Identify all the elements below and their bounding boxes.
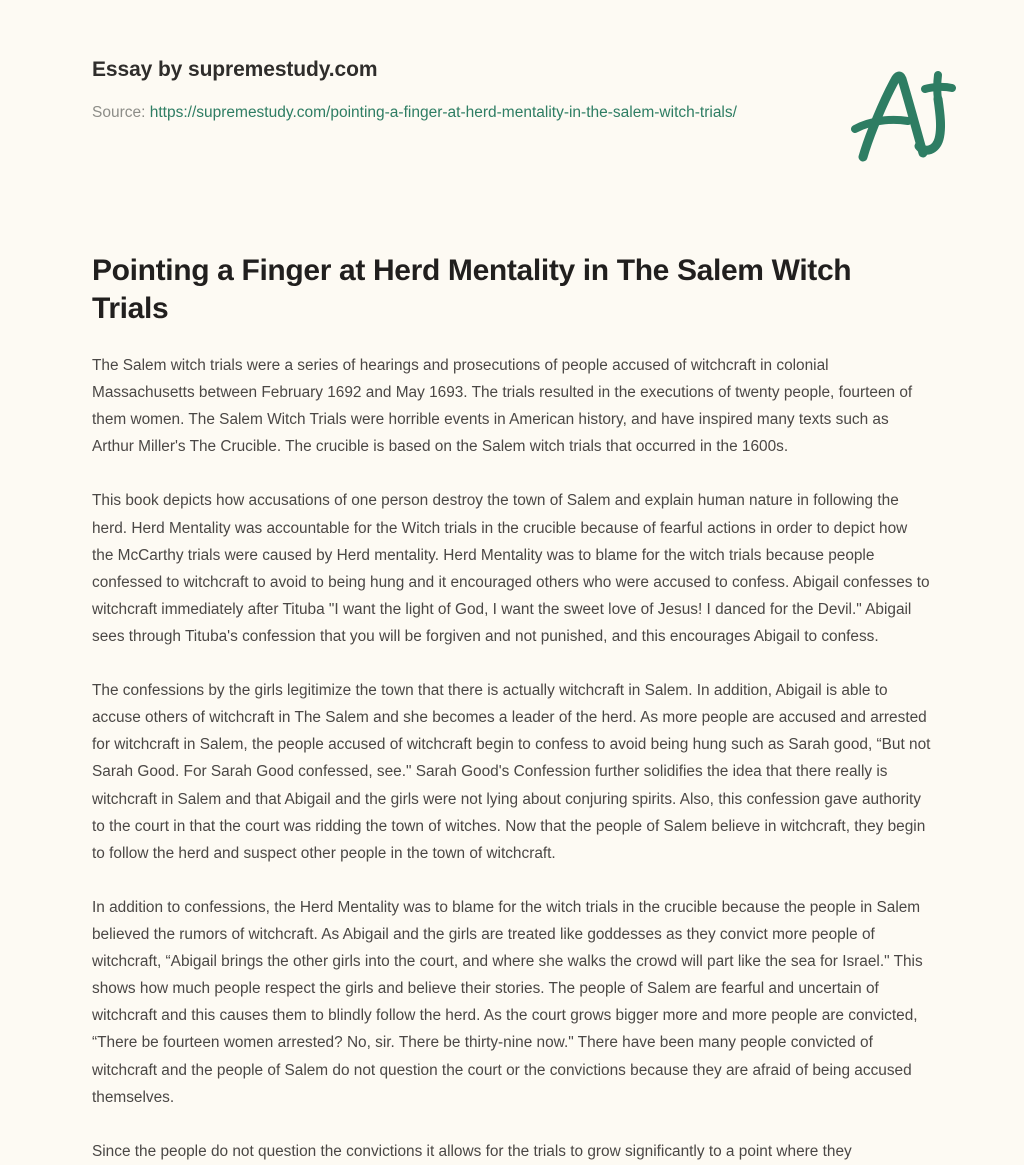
essay-paragraph: This book depicts how accusations of one person destroy the town of Salem and explain human nature in following the herd. Herd Mentality was accountable for the Witch trials in the crucible because of fearful actions in order to depict how the McCarthy trials were caused by Herd mentality. Herd Mentality was to blame for the witch trials because people confessed to witchcraft to avoid to being hung and it encouraged others who were accused to confess. Abigail confesses to witchcraft immediately after Tituba "I want the light of God, I want the sweet love of Jesus! I danced for the Devil." Abigail sees through Tituba's confession that you will be forgiven and not punished, and this encourages Abigail to confess. [92,492,930,645]
page-title: Pointing a Finger at Herd Mentality in The Salem Witch Trials [92,254,852,325]
essay-paragraph: The confessions by the girls legitimize the town that there is actually witchcraft in Salem. In addition, Abigail is able to accuse others of witchcraft in The Salem and she becomes a leader of the herd. As more people are accused and arrested for witchcraft in Salem, the people accused of witchcraft begin to confess to avoid being hung such as Sarah good, “But not Sarah Good. For Sarah Good confessed, see." Sarah Good's Confession further solidifies the idea that there really is witchcraft in Salem and that Abigail and the girls were not lying about conjuring spirits. Also, this confession gave authority to the court in that the court was ridding the town of witches. Now that the people of Salem believe in witchcraft, they begin to follow the herd and suspect other people in the town of witchcraft. [92,682,931,862]
source-url-link[interactable]: https://supremestudy.com/pointing-a-finger-at-herd-mentality-in-the-salem-witch-trials/ [149,104,737,122]
source-line [92,100,737,127]
essay-paragraph: Since the people do not question the convictions it allows for the trials to grow significantly to a point where they [92,1142,852,1160]
a-plus-logo [839,58,969,173]
essay-byline: Essay by supremestudy.com [92,58,378,81]
essay-paragraph: The Salem witch trials were a series of hearings and prosecutions of people accused of witchcraft in colonial Massachusetts between February 1692 and May 1693. The trials resulted in the executions of twenty people, fourteen of them women. The Salem Witch Trials were horrible events in American history, and have inspired many texts such as Arthur Miller's The Crucible. The crucible is based on the Salem witch trials that occurred in the 1600s. [92,357,913,456]
essay-paragraph: In addition to confessions, the Herd Mentality was to blame for the witch trials in the crucible because the people in Salem believed the rumors of witchcraft. As Abigail and the girls are treated like goddesses as they convict more people of witchcraft, “Abigail brings the other girls into the court, and where she walks the crowd will part like the sea for Israel." This shows how much people respect the girls and believe their stories. The people of Salem are fearful and uncertain of witchcraft and this causes them to blindly follow the herd. As the court grows bigger more and more people are convicted, “There be fourteen women arrested? No, sir. There be thirty-nine now." There have been many people convicted of witchcraft and the people of Salem do not question the court or the convictions because they are afraid of being accused themselves. [92,898,923,1106]
essay-body [92,352,932,1165]
source-label: Source: [92,104,146,122]
a-plus-logo-icon [839,58,969,173]
document-header [92,56,792,142]
